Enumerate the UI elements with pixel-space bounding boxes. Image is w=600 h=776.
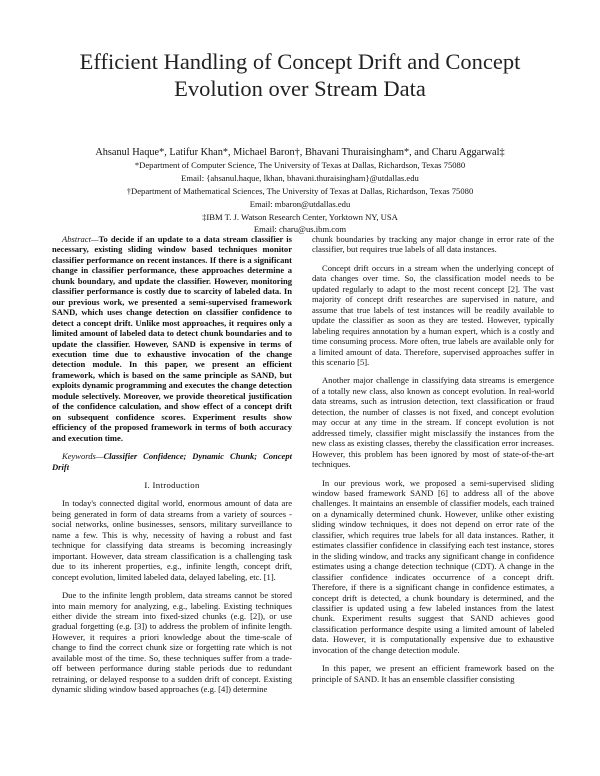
affiliation-ibm-email: Email: charu@us.ibm.com <box>253 224 347 234</box>
keywords <box>52 451 292 472</box>
right-column <box>312 234 554 684</box>
affiliation-cs-email: Email: {ahsanul.haque, lkhan, bhavani.thuraisingham}@utdallas.edu <box>181 173 419 183</box>
affiliation-ibm: ‡IBM T. J. Watson Research Center, Yorktown NY, USA <box>202 212 398 222</box>
affiliation-math-email: Email: mbaron@utdallas.edu <box>249 199 351 209</box>
author-list: Ahsanul Haque*, Latifur Khan*, Michael Baron†, Bhavani Thuraisingham*, and Charu Aggarwal‡ <box>95 147 505 158</box>
intro-paragraph-6: In this paper, we present an efficient framework based on the principle of SAND. It has an ensemble classifier consisting <box>312 663 554 684</box>
paper-title: Efficient Handling of Concept Drift and Concept Evolution over Stream Data <box>79 49 521 101</box>
left-column <box>52 234 292 695</box>
abstract-label: Abstract— <box>62 234 99 244</box>
abstract <box>52 234 292 443</box>
intro-paragraph-2: Due to the infinite length problem, data streams cannot be stored into main memory for analyzing, e.g., labeling. Existing techniques either divide the stream into fixed-sized chunks (e.g. [2]), or use gradual forgetting (e.g. [3]) to address the problem of infinite length. However, it requires a priori knowledge about the time-scale of change to find the correct chunk size or forgetting rate which is not available most of the time. So, these techniques suffer from a trade-off between performance during stable periods due to redundant retraining, or delayed response to a sudden drift of concept. Existing dynamic sliding window based approaches (e.g. [4]) determine <box>52 590 292 695</box>
abstract-text: To decide if an update to a data stream classifier is necessary, existing sliding window based techniques monitor classifier performance on recent instances. If there is a significant change in classifier performance, these approaches determine a chunk boundary, and update the classifier. However, monitoring classifier performance is costly due to scarcity of labeled data. In our previous work, we presented a semi-supervised framework SAND, which uses change detection on classifier confidence to detect a concept drift. Unlike most approaches, it requires only a limited amount of labeled data to detect chunk boundaries and to update the classifier. However, SAND is expensive in terms of execution time due to exhaustive invocation of the change detection module. In this paper, we present an efficient framework, which is based on the same principle as SAND, but exploits dynamic programming and executes the change detection module selectively. Moreover, we provide theoretical justification of the confidence calculation, and show effect of a concept drift on subsequent confidence scores. Experiment results show efficiency of the proposed framework in terms of both accuracy and execution time. <box>52 234 292 443</box>
keywords-text: Classifier Confidence; Dynamic Chunk; Concept Drift <box>52 451 292 472</box>
affiliation-math: †Department of Mathematical Sciences, The University of Texas at Dallas, Richardson, Texas 75080 <box>126 186 474 196</box>
intro-paragraph-1: In today's connected digital world, enormous amount of data are being generated in form of data streams from a variety of sources - social networks, online businesses, sensors, military surveillance to name a few. This is why, necessity of having a robust and fast technique for classifying data streams is becoming increasingly important. However, data stream classification is a challenging task due to its inherent properties, e.g., infinite length, concept drift, concept evolution, limited labeled data, delayed labeling, etc. [1]. <box>52 498 292 582</box>
intro-paragraph-5: In our previous work, we proposed a semi-supervised sliding window based framework SAND [6] to address all of the above challenges. It maintains an ensemble of classifier models, each trained on a dynamically determined chunk. However, unlike other existing sliding window techniques, it does not depend on error rate of the classifier, which requires true labels for all data instances. Rather, it estimates classifier confidence in classifying each test instance, stores in the sliding window, and tracks any significant change in confidence estimates using a change detection technique (CDT). A change in the classifier confidence indicates occurrence of a concept drift. Therefore, if there is a significant change in confidence estimates, a concept drift is detected, a chunk boundary is determined, and the classifier is updated using a few labeled instances from the latest chunk. Experiment results suggest that SAND achieves good classification performance despite using a limited amount of labeled data. However, it is computationally expensive due to exhaustive invocation of the change detection module. <box>312 477 554 655</box>
affiliation-cs: *Department of Computer Science, The University of Texas at Dallas, Richardson, Texas 75080 <box>134 160 466 170</box>
intro-paragraph-2-continued: chunk boundaries by tracking any major change in error rate of the classifier, but requires true labels of all data instances. <box>312 234 554 255</box>
intro-paragraph-4: Another major challenge in classifying data streams is emergence of a totally new class, also known as concept evolution. In real-world data streams, such as intrusion detection, text classification or fraud detection, the number of classes is not fixed, and concept evolution may occur at any time in the stream. If concept evolution is not addressed timely, classifier might misclassify the instances from the new class as existing classes, thereby the classification error increases. However, this problem has been ignored by most of state-of-the-art techniques. <box>312 375 554 470</box>
section-heading-introduction: I. Introduction <box>144 479 200 490</box>
intro-paragraph-3: Concept drift occurs in a stream when the underlying concept of data changes over time. So, the classification model needs to be updated regularly to adapt to the most recent concept [2]. The vast majority of concept drift researches are supervised in nature, and assume that true labels of test instances will be readily available to update the classifier as soon as they are tested. However, typically labeling requires annotation by a human expert, which is a costly and time consuming process. More often, true labels are available only for a limited amount of data. Therefore, supervised approaches suffer in this scenario [5]. <box>312 262 554 367</box>
keywords-label: Keywords— <box>62 451 104 462</box>
